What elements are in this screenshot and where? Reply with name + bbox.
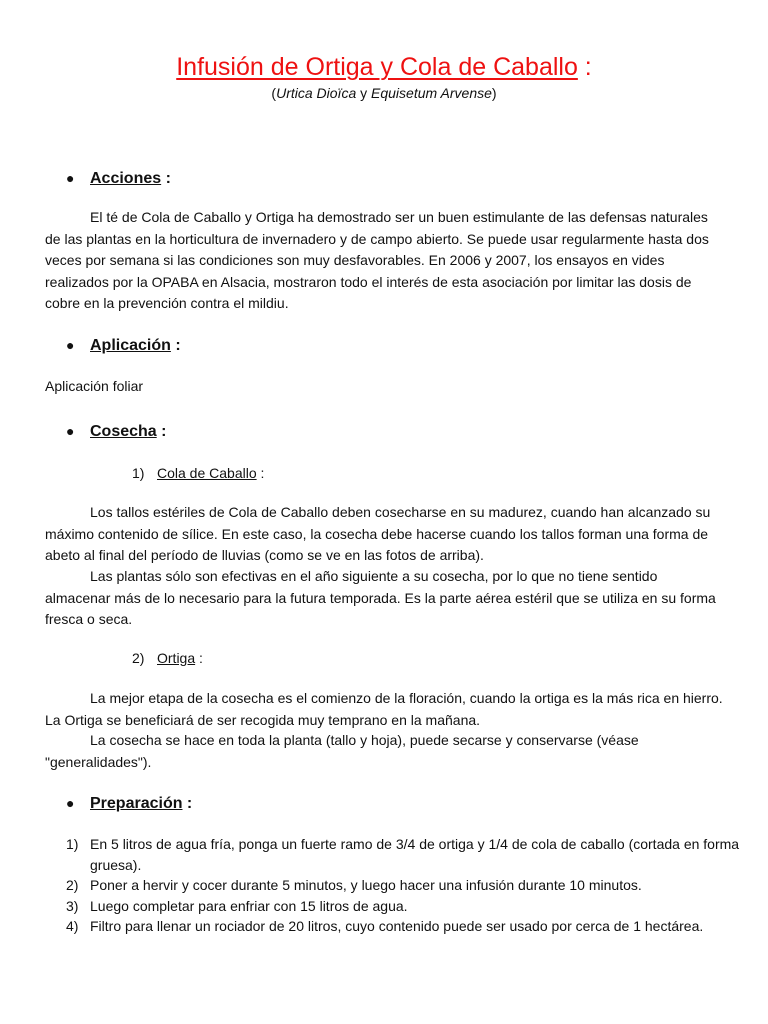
- title-text: Infusión de Ortiga y Cola de Caballo: [176, 53, 578, 81]
- paragraph-text: Las plantas sólo son efectivas en el año siguiente a su cosecha, por lo que no tiene sentido almacenar más de lo necesario para la futura temporada. Es la parte aérea estéril que se utiliza en su forma fresca o seca.: [45, 568, 716, 627]
- heading-colon: :: [182, 795, 193, 812]
- latin-name-horsetail: Equisetum Arvense: [371, 85, 492, 101]
- bullet-icon: ●: [66, 423, 75, 439]
- latin-name-nettle: Urtica Dioïca: [276, 85, 357, 101]
- item-colon: :: [256, 465, 265, 481]
- step-text: Luego completar para enfriar con 15 litros de agua.: [90, 897, 408, 914]
- step-text: En 5 litros de agua fría, ponga un fuerte ramo de 3/4 de ortiga y 1/4 de cola de caballo (cortada en forma gruesa).: [90, 836, 740, 873]
- preparacion-steps-list: [45, 834, 745, 937]
- item-label: Cola de Caballo: [157, 465, 257, 481]
- title-colon: :: [577, 53, 592, 81]
- document-title: [0, 50, 768, 84]
- item-colon: :: [195, 650, 203, 666]
- heading-colon: :: [156, 423, 167, 440]
- heading-colon: :: [161, 170, 171, 187]
- step-number: 1): [66, 836, 79, 852]
- paragraph-text: Los tallos estériles de Cola de Caballo deben cosecharse en su madurez, cuando han alcanzado su máximo contenido de sílice. En este caso, la cosecha debe hacerse cuando los tallos forman una forma de abeto al final del período de lluvias (como se ve en las fotos de arriba).: [45, 504, 711, 563]
- bullet-icon: ●: [66, 795, 75, 811]
- subtitle-open-paren: (: [271, 85, 277, 101]
- cola-de-caballo-paragraph-2: [45, 566, 725, 631]
- step-text: Filtro para llenar un rociador de 20 litros, cuyo contenido puede ser usado por cerca de 1 hectárea.: [90, 918, 704, 934]
- paragraph-text: La cosecha se hace en toda la planta (tallo y hoja), puede secarse y conservarse (véase "generalidades").: [45, 732, 639, 770]
- cosecha-item-cola-de-caballo: [132, 463, 264, 485]
- heading-colon: :: [170, 337, 181, 354]
- ortiga-paragraph-1: [45, 688, 725, 731]
- document-subtitle: [0, 83, 768, 103]
- list-item: [45, 896, 745, 917]
- heading-acciones: [66, 166, 171, 191]
- cosecha-item-ortiga: [132, 648, 203, 670]
- heading-aplicacion: [66, 333, 181, 358]
- step-number: 2): [66, 877, 79, 893]
- acciones-paragraph: [45, 207, 725, 315]
- paragraph-text: La mejor etapa de la cosecha es el comienzo de la floración, cuando la ortiga es la más rica en hierro. La Ortiga se beneficiará de ser recogida muy temprano en la mañana.: [45, 690, 723, 728]
- aplicacion-paragraph: Aplicación foliar: [45, 378, 144, 394]
- subtitle-close-paren: ): [491, 85, 497, 101]
- heading-cosecha: [66, 419, 166, 444]
- ortiga-paragraph-2: [45, 730, 725, 773]
- item-number: 2): [132, 650, 145, 666]
- acciones-text: El té de Cola de Caballo y Ortiga ha demostrado ser un buen estimulante de las defensas naturales de las plantas en la horticultura de invernadero y de campo abierto. Se puede usar regularmente hasta dos veces por semana si las condiciones son muy desfavorables. En 2006 y 2007, los ensayos en vides realizados por la OPABA en Alsacia, mostraron todo el interés de esta asociación por limitar las dosis de cobre en la prevención contra el mildiu.: [45, 209, 709, 311]
- bullet-icon: ●: [66, 337, 75, 353]
- list-item: [45, 916, 745, 937]
- list-item: [45, 834, 745, 875]
- step-text: Poner a hervir y cocer durante 5 minutos, y luego hacer una infusión durante 10 minutos.: [90, 877, 642, 893]
- subtitle-joiner: y: [356, 85, 372, 101]
- list-item: [45, 875, 745, 896]
- heading-cosecha-label: Cosecha: [90, 423, 157, 440]
- heading-aplicacion-label: Aplicación: [90, 337, 171, 354]
- heading-preparacion-label: Preparación: [90, 795, 183, 812]
- cola-de-caballo-paragraph-1: [45, 502, 725, 567]
- step-number: 3): [66, 897, 79, 914]
- step-number: 4): [66, 918, 79, 934]
- heading-preparacion: [66, 791, 192, 816]
- item-label: Ortiga: [157, 650, 196, 666]
- bullet-icon: ●: [66, 170, 75, 186]
- item-number: 1): [132, 465, 145, 481]
- heading-acciones-label: Acciones: [90, 170, 162, 187]
